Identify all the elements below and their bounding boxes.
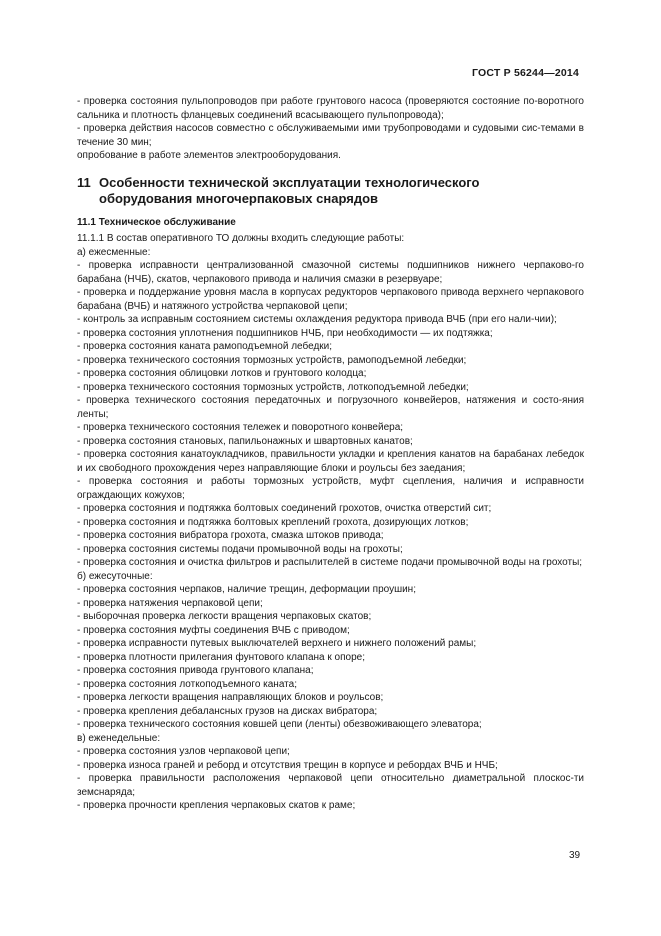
- paragraph: - проверка технического состояния передаточных и погрузочного конвейеров, натяжения и состо-яния ленты;: [77, 395, 584, 420]
- paragraph: - проверка легкости вращения направляющих блоков и роульсов;: [77, 692, 384, 703]
- body-block: [77, 232, 584, 813]
- paragraph: - проверка износа граней и реборд и отсутствия трещин в корпусе и ребордах ВЧБ и НЧБ;: [77, 759, 498, 771]
- paragraph: - проверка состояния черпаков, наличие трещин, деформации проушин;: [77, 584, 416, 595]
- section-number: 11: [77, 174, 91, 190]
- paragraph: - проверка состояния и очистка фильтров и распылителей в системе подачи промывочной воды на грохоты;: [77, 557, 583, 568]
- intro-block: [77, 95, 584, 163]
- paragraph: - проверка состояния муфты соединения ВЧБ с приводом;: [77, 624, 350, 636]
- paragraph: - проверка прочности крепления черпаковых скатов к раме;: [77, 800, 356, 811]
- paragraph: - проверка состояния канатоукладчиков, правильности укладки и крепления канатов на барабанах лебедок и их свободного прохождения через направляющие блоки и роульсы без заедания;: [77, 449, 584, 474]
- paragraph: - проверка состояния уплотнения подшипников НЧБ, при необходимости — их подтяжка;: [77, 327, 493, 339]
- paragraph: - проверка технического состояния тормозных устройств, лоткоподъемной лебедки;: [77, 381, 469, 393]
- subsection-title: 11.1 Техническое обслуживание: [77, 216, 236, 228]
- section-title: [77, 175, 584, 207]
- paragraph: - выборочная проверка легкости вращения черпаковых скатов;: [77, 611, 372, 622]
- paragraph: - проверка состояния системы подачи промывочной воды на грохоты;: [77, 543, 403, 555]
- paragraph: - контроль за исправным состоянием системы охлаждения редуктора привода ВЧБ (при его нали-чии);: [77, 314, 557, 325]
- paragraph: - проверка крепления дебалансных грузов на дисках вибратора;: [77, 705, 378, 717]
- document-code: ГОСТ Р 56244—2014: [471, 67, 579, 79]
- paragraph: - проверка плотности прилегания фунтового клапана к опоре;: [77, 651, 365, 663]
- paragraph: - проверка натяжения черпаковой цепи;: [77, 597, 263, 609]
- page-number: 39: [569, 850, 581, 861]
- paragraph: - проверка технического состояния тележек и поворотного конвейера;: [77, 422, 404, 433]
- paragraph: б) ежесуточные:: [77, 570, 153, 582]
- paragraph: - проверка состояния вибратора грохота, смазка штоков привода;: [77, 530, 384, 541]
- paragraph: - проверка состояния и работы тормозных устройств, муфт сцепления, наличия и исправности ограждающих кожухов;: [77, 476, 584, 501]
- paragraph: - проверка исправности централизованной смазочной системы подшипников нижнего черпаково-го барабана (НЧБ), скатов, черпакового привода и наличия смазки в резервуаре;: [77, 260, 584, 285]
- page-content: [77, 95, 584, 813]
- paragraph: - проверка действия насосов совместно с обслуживаемыми ими трубопроводами и судовыми сис-темами в течение 30 мин;: [77, 123, 584, 148]
- paragraph: - проверка и поддержание уровня масла в корпусах редукторов черпакового привода верхнего черпакового барабана (ВЧБ) и натяжного устройства черпаковой цепи;: [77, 287, 584, 312]
- paragraph: - проверка состояния и подтяжка болтовых соединений грохотов, очистка отверстий сит;: [77, 503, 492, 514]
- paragraph: - проверка состояния лоткоподъемного каната;: [77, 678, 297, 690]
- paragraph: в) еженедельные:: [77, 732, 161, 744]
- paragraph: - проверка состояния привода грунтового клапана;: [77, 665, 314, 676]
- paragraph: а) ежесменные:: [77, 246, 151, 258]
- section-title-line1: Особенности технической эксплуатации технологического: [99, 174, 480, 190]
- paragraph: - проверка технического состояния тормозных устройств, рамоподъемной лебедки;: [77, 354, 467, 366]
- paragraph: - проверка состояния облицовки лотков и грунтового колодца;: [77, 368, 367, 379]
- paragraph: 11.1.1 В состав оперативного ТО должны входить следующие работы:: [77, 233, 405, 244]
- paragraph: - проверка технического состояния ковшей цепи (ленты) обезвоживающего элеватора;: [77, 719, 482, 730]
- paragraph: - проверка состояния становых, папильонажных и швартовных канатов;: [77, 435, 413, 447]
- paragraph: - проверка состояния и подтяжка болтовых креплений грохота, дозирующих лотков;: [77, 516, 469, 528]
- paragraph: - проверка исправности путевых выключателей верхнего и нижнего положений рамы;: [77, 638, 477, 649]
- paragraph: опробование в работе элементов электрооборудования.: [77, 150, 341, 161]
- paragraph: - проверка состояния каната рамоподъемной лебедки;: [77, 341, 333, 352]
- paragraph: - проверка состояния пульпопроводов при работе грунтового насоса (проверяются состояние по-воротного сальника и плотность фланцевых соединений всасывающего пульпопровода);: [77, 96, 584, 121]
- paragraph: - проверка правильности расположения черпаковой цепи относительно диаметральной плоскос-ти земснаряда;: [77, 773, 584, 798]
- paragraph: - проверка состояния узлов черпаковой цепи;: [77, 746, 290, 757]
- section-title-line2: оборудования многочерпаковых снарядов: [99, 190, 379, 206]
